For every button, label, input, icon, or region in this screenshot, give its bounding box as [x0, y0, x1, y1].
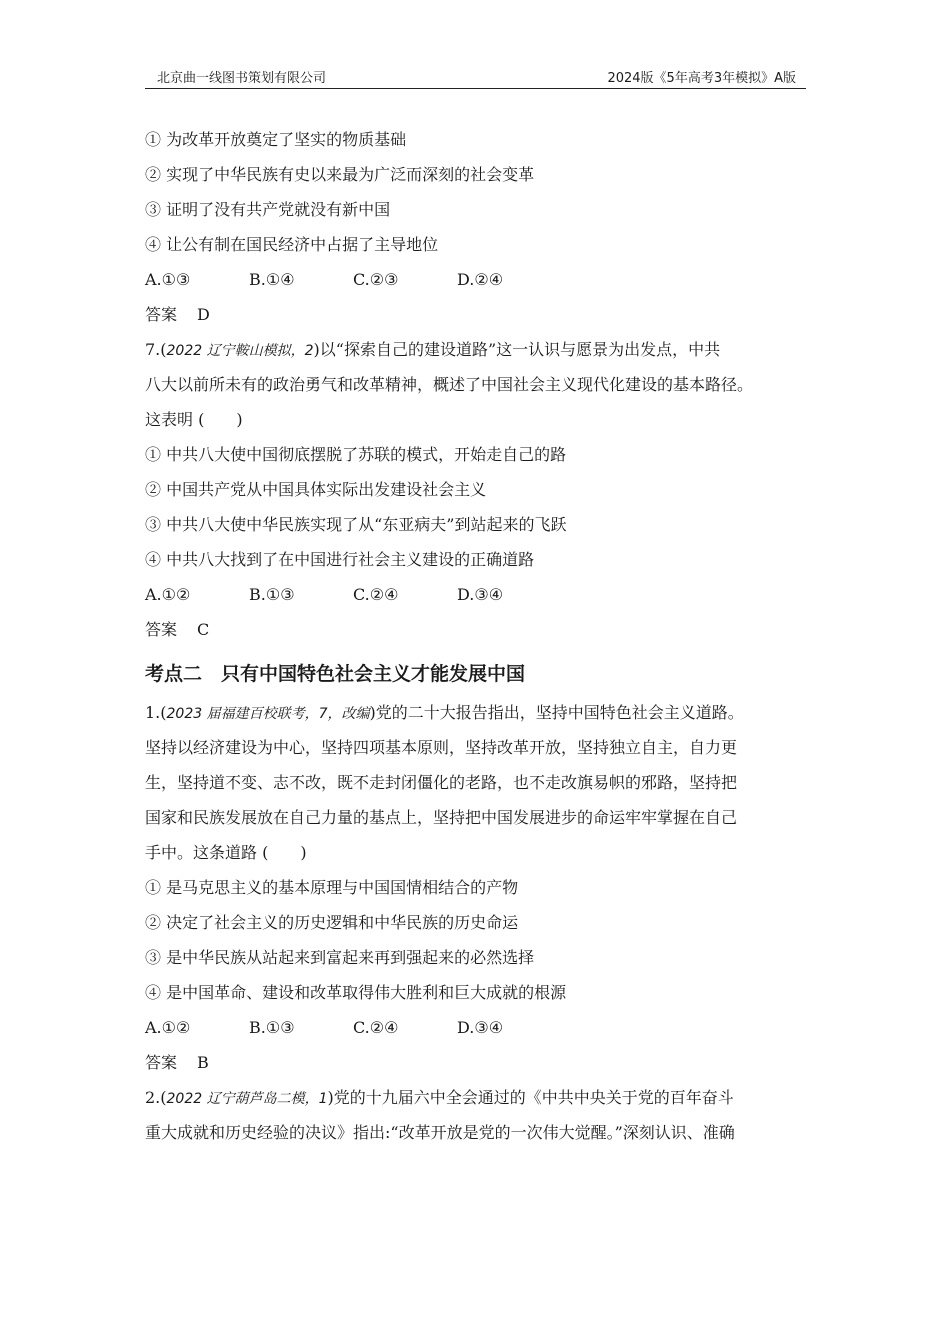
answer-options [145, 1010, 810, 1045]
stem-text: 重大成就和历史经验的决议》指出:“改革开放是党的一次伟大觉醒。”深刻认识、准确 [145, 1123, 735, 1142]
option-d: D.②④ [457, 270, 504, 289]
option-a: A.①② [145, 585, 191, 604]
question-stem [145, 695, 810, 730]
list-item: ① 中共八大使中国彻底摆脱了苏联的模式，开始走自己的路 [145, 445, 567, 464]
option-a: A.①② [145, 1018, 191, 1037]
answer-line [145, 612, 810, 647]
question-number: 1.( [145, 703, 167, 722]
option-d: D.③④ [457, 585, 504, 604]
stem-text: 生，坚持道不变、志不改，既不走封闭僵化的老路，也不走改旗易帜的邪路，坚持把 [145, 773, 738, 792]
question-stem [145, 1080, 810, 1115]
option-c: C.②③ [353, 270, 399, 289]
list-item: ④ 中共八大找到了在中国进行社会主义建设的正确道路 [145, 550, 535, 569]
list-item: ④ 是中国革命、建设和改革取得伟大胜利和巨大成就的根源 [145, 983, 567, 1002]
question-stem [145, 332, 810, 367]
stem-text: 八大以前所未有的政治勇气和改革精神，概述了中国社会主义现代化建设的基本路径。 [145, 375, 754, 394]
list-item: ④ 让公有制在国民经济中占据了主导地位 [145, 235, 439, 254]
answer-label: 答案 [145, 305, 178, 324]
question-source: 2022 辽宁鞍山模拟，2 [166, 343, 314, 359]
answer-label: 答案 [145, 620, 178, 639]
list-item: ③ 证明了没有共产党就没有新中国 [145, 200, 391, 219]
option-b: B.①③ [249, 585, 295, 604]
answer-value: D [197, 305, 210, 324]
list-item: ② 决定了社会主义的历史逻辑和中华民族的历史命运 [145, 913, 519, 932]
stem-text: 手中。这条道路 ( ) [145, 843, 307, 862]
option-b: B.①③ [249, 1018, 295, 1037]
list-item: ① 是马克思主义的基本原理与中国国情相结合的产物 [145, 878, 519, 897]
answer-value: C [197, 620, 210, 639]
question-number: 7.( [145, 340, 167, 359]
page-header [145, 66, 806, 89]
page-content [145, 122, 810, 1150]
answer-options [145, 577, 810, 612]
question-source: 2022 辽宁葫芦岛二模，1 [166, 1091, 328, 1107]
stem-text: )以“探索自己的建设道路”这一认识与愿景为出发点，中共 [313, 340, 721, 359]
question-7 [145, 332, 810, 647]
section-title: 考点二 只有中国特色社会主义才能发展中国 [145, 663, 526, 685]
option-a: A.①③ [145, 270, 191, 289]
answer-line [145, 297, 810, 332]
list-item: ③ 是中华民族从站起来到富起来再到强起来的必然选择 [145, 948, 535, 967]
list-item: ② 实现了中华民族有史以来最为广泛而深刻的社会变革 [145, 165, 535, 184]
stem-text: 坚持以经济建设为中心，坚持四项基本原则，坚持改革开放，坚持独立自主，自力更 [145, 738, 738, 757]
option-b: B.①④ [249, 270, 295, 289]
section2-question-2 [145, 1080, 810, 1150]
question-number: 2.( [145, 1088, 167, 1107]
question-6 [145, 122, 810, 332]
list-item: ① 为改革开放奠定了坚实的物质基础 [145, 130, 407, 149]
book-edition: 2024版《5年高考3年模拟》A版 [607, 71, 796, 86]
answer-line [145, 1045, 810, 1080]
stem-text: )党的十九届六中全会通过的《中共中央关于党的百年奋斗 [327, 1088, 734, 1107]
question-source: 2023 届福建百校联考，7，改编 [166, 706, 370, 722]
stem-text: 这表明 ( ) [145, 410, 243, 429]
stem-text: )党的二十大报告指出，坚持中国特色社会主义道路。 [369, 703, 744, 722]
publisher-name: 北京曲一线图书策划有限公司 [157, 71, 327, 86]
list-item: ② 中国共产党从中国具体实际出发建设社会主义 [145, 480, 487, 499]
answer-value: B [197, 1053, 209, 1072]
list-item: ③ 中共八大使中华民族实现了从“东亚病夫”到站起来的飞跃 [145, 515, 567, 534]
section2-question-1 [145, 695, 810, 1080]
option-d: D.③④ [457, 1018, 504, 1037]
answer-label: 答案 [145, 1053, 178, 1072]
option-c: C.②④ [353, 585, 399, 604]
option-c: C.②④ [353, 1018, 399, 1037]
answer-options [145, 262, 810, 297]
stem-text: 国家和民族发展放在自己力量的基点上，坚持把中国发展进步的命运牢牢掌握在自己 [145, 808, 738, 827]
